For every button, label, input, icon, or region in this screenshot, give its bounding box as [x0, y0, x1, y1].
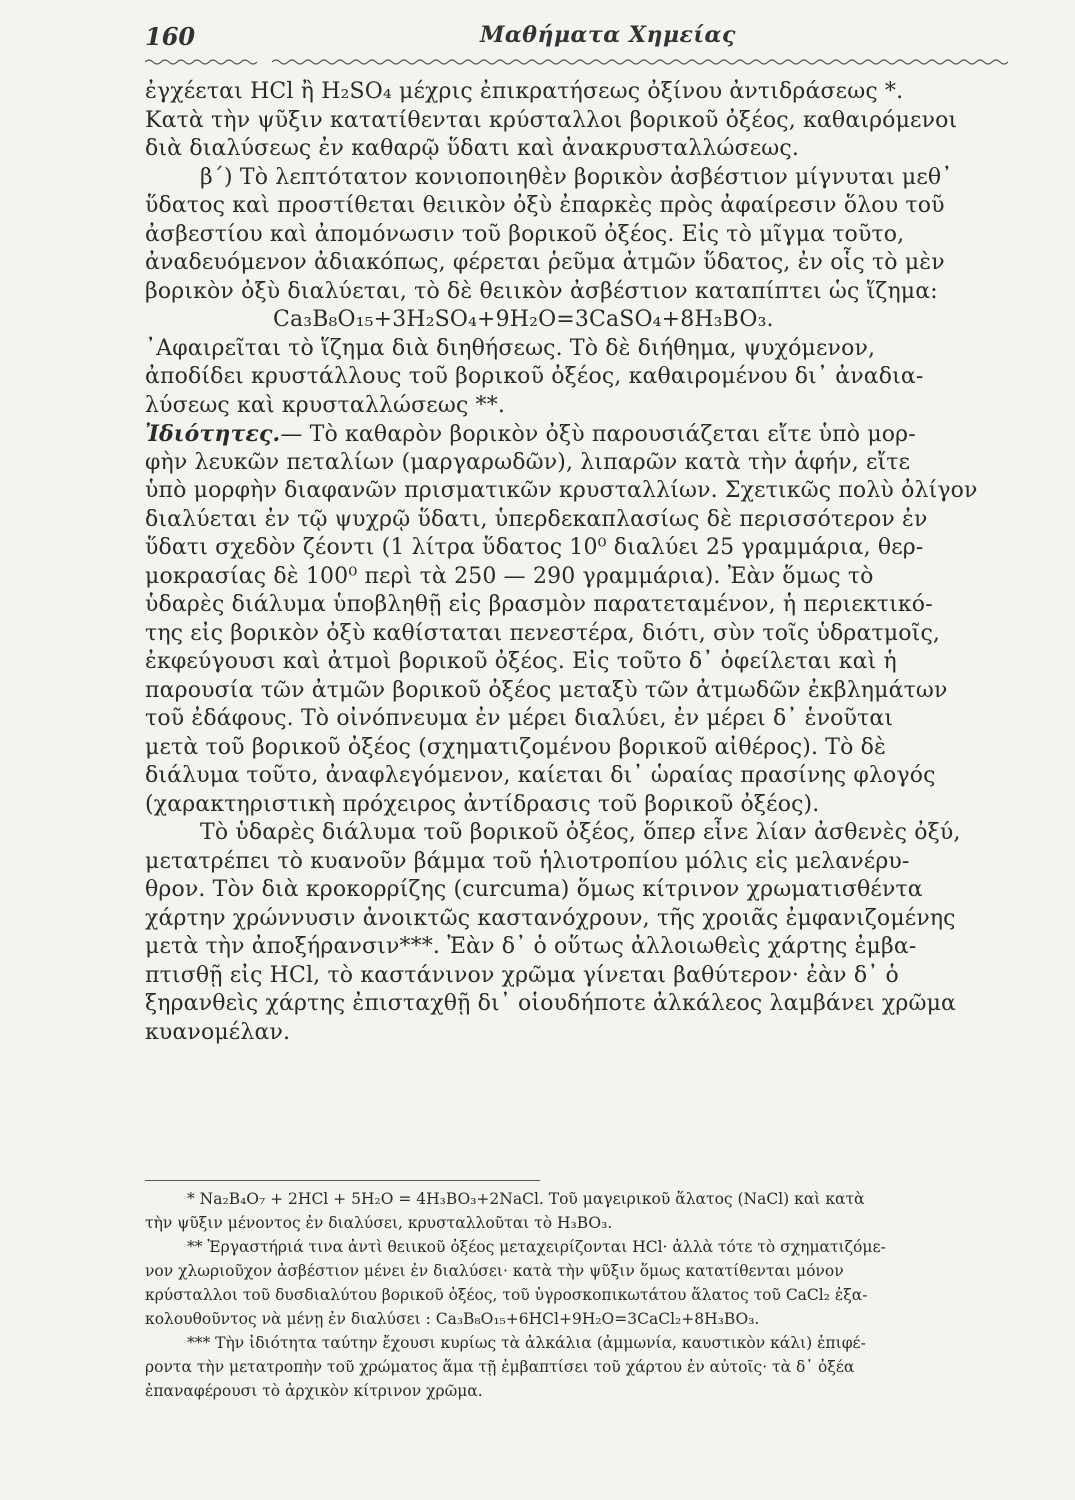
footnote-divider [145, 1180, 540, 1181]
section-heading-line [145, 420, 1030, 449]
main-text [145, 78, 1030, 1047]
text-line: χάρτην χρώννυσιν ἀνοικτῶς καστανόχρουν, τῆς χροιᾶς ἐμφανιζομένης [145, 905, 956, 931]
text-line: ἀποδίδει κρυστάλλους τοῦ βορικοῦ ὀξέος, καθαιρομένου δι᾽ ἀναδια- [145, 364, 924, 389]
page-number: 160 [145, 22, 196, 51]
text-line: παρουσία τῶν ἀτμῶν βορικοῦ ὀξέος μεταξὺ τῶν ἀτμωδῶν ἐκβλημάτων [145, 677, 948, 703]
chemical-equation: Ca₃B₈O₁₅+3H₂SO₄+9H₂O=3CaSO₄+8H₃BO₃. [273, 307, 774, 332]
text-line: της εἰς βορικὸν ὀξὺ καθίσταται πενεστέρα, διότι, σὺν τοῖς ὑδρατμοῖς, [145, 620, 941, 646]
footnote-line: τὴν ψῦξιν μένοντος ἐν διαλύσει, κρυσταλλοῦται τὸ H₃BO₃. [145, 1214, 613, 1232]
footnote-line: ** Ἐργαστήριά τινα ἀντὶ θειικοῦ ὀξέος μεταχειρίζονται HCl· ἀλλὰ τότε τὸ σχηματιζόμε- [187, 1238, 886, 1256]
text-line: ἀναδευόμενον ἀδιακόπως, φέρεται ῥεῦμα ἀτμῶν ὕδατος, ἐν οἷς τὸ μὲν [145, 250, 945, 275]
footnote-line: νον χλωριοῦχον ἀσβέστιον μένει ἐν διαλύσει· κατὰ τὴν ψῦξιν ὅμως κατατίθενται μόνον [145, 1262, 844, 1280]
text-line: μετὰ τοῦ βορικοῦ ὀξέος (σχηματιζομένου βορικοῦ αἰθέρος). Τὸ δὲ [145, 734, 886, 760]
text-line: ὑδαρὲς διάλυμα ὑποβληθῇ εἰς βρασμὸν παρατεταμένον, ἡ περιεκτικό- [145, 592, 933, 617]
text-line: διάλυμα τοῦτο, ἀναφλεγόμενον, καίεται δι᾽ ὡραίας πρασίνης φλογός [145, 763, 936, 788]
text-line: ᾿Αφαιρεῖται τὸ ἵζημα διὰ διηθήσεως. Τὸ δὲ διήθημα, ψυχόμενον, [145, 335, 876, 361]
footnote-line: ροντα τὴν μετατροπὴν τοῦ χρώματος ἅμα τῇ ἐμβαπτίσει τοῦ χάρτου ἐν αὐτοῖς· τὰ δ᾽ ὀξέα [145, 1358, 855, 1376]
page-header [145, 20, 1015, 60]
text-line: τοῦ ἐδάφους. Τὸ οἰνόπνευμα ἐν μέρει διαλύει, ἐν μέρει δ᾽ ἑνοῦται [145, 706, 894, 731]
text-line: μετὰ τὴν ἀποξήρανσιν***. Ἐὰν δ᾽ ὁ οὕτως ἀλλοιωθεὶς χάρτης ἐμβα- [145, 934, 917, 959]
text-line: ἀσβεστίου καὶ ἀπομόνωσιν τοῦ βορικοῦ ὀξέος. Εἰς τὸ μῖγμα τοῦτο, [145, 221, 905, 247]
text-line: μετατρέπει τὸ κυανοῦν βάμμα τοῦ ἡλιοτροπίου μόλις εἰς μελανέρυ- [145, 848, 910, 874]
footnote-line: ἐπαναφέρουσι τὸ ἀρχικὸν κίτρινον χρῶμα. [145, 1382, 483, 1400]
text-line: Τὸ ὑδαρὲς διάλυμα τοῦ βορικοῦ ὀξέος, ὅπερ εἶνε λίαν ἀσθενὲς ὀξύ, [200, 820, 961, 845]
text-line: κυανομέλαν. [145, 1019, 291, 1045]
running-title: Μαθήματα Χημείας [480, 22, 736, 48]
text-line: μοκρασίας δὲ 100⁰ περὶ τὰ 250 — 290 γραμμάρια). Ἐὰν ὅμως τὸ [145, 563, 874, 589]
text-line: β´) Τὸ λεπτότατον κονιοποιηθὲν βορικὸν ἀσβέστιον μίγνυται μεθ᾽ [200, 164, 953, 190]
text-line: διὰ διαλύσεως ἐν καθαρῷ ὕδατι καὶ ἀνακρυσταλλώσεως. [145, 136, 800, 161]
section-heading-rest: — Τὸ καθαρὸν βορικὸν ὀξὺ παρουσιάζεται εἴτε ὑπὸ μορ- [280, 422, 916, 447]
text-line: λύσεως καὶ κρυσταλλώσεως **. [145, 392, 506, 418]
text-line: ὕδατος καὶ προστίθεται θειικὸν ὀξὺ ἐπαρκὲς πρὸς ἀφαίρεσιν ὅλου τοῦ [145, 193, 945, 218]
text-line: ξηρανθεὶς χάρτης ἐπισταχθῇ δι᾽ οἱουδήποτε ἀλκάλεος λαμβάνει χρῶμα [145, 991, 957, 1016]
footnote-line: κρύσταλλοι τοῦ δυσδιαλύτου βορικοῦ ὀξέος, τοῦ ὑγροσκοπικωτάτου ἅλατος τοῦ CaCl₂ ἐξα- [145, 1286, 868, 1304]
text-line: βορικὸν ὀξὺ διαλύεται, τὸ δὲ θειικὸν ἀσβέστιον καταπίπτει ὡς ἵζημα: [145, 278, 938, 304]
text-line: ὑπὸ μορφὴν διαφανῶν πρισματικῶν κρυσταλλίων. Σχετικῶς πολὺ ὀλίγον [145, 478, 978, 503]
header-rule-left [145, 55, 260, 69]
text-line: ἐκφεύγουσι καὶ ἀτμοὶ βορικοῦ ὀξέος. Εἰς τοῦτο δ᾽ ὀφείλεται καὶ ἡ [145, 649, 897, 674]
header-rule-right [272, 55, 1012, 69]
text-line: πτισθῇ εἰς HCl, τὸ καστάνινον χρῶμα γίνεται βαθύτερον· ἐὰν δ᾽ ὁ [145, 962, 899, 988]
text-line: φὴν λευκῶν πεταλίων (μαργαρωδῶν), λιπαρῶν κατὰ τὴν ἁφήν, εἴτε [145, 449, 911, 475]
text-line: ἐγχέεται HCl ἢ H₂SO₄ μέχρις ἐπικρατήσεως ὀξίνου ἀντιδράσεως *. [145, 79, 904, 104]
text-line: διαλύεται ἐν τῷ ψυχρῷ ὕδατι, ὑπερδεκαπλασίως δὲ περισσότερον ἐν [145, 506, 928, 532]
text-line: (χαρακτηριστικὴ πρόχειρος ἀντίδρασις τοῦ βορικοῦ ὀξέος). [145, 791, 820, 817]
footnote-line: * Na₂B₄O₇ + 2HCl + 5H₂O = 4H₃BO₃+2NaCl. Τοῦ μαγειρικοῦ ἅλατος (NaCl) καὶ κατὰ [187, 1190, 865, 1208]
footnotes [145, 1187, 1030, 1403]
text-line: ὕδατι σχεδὸν ζέοντι (1 λίτρα ὕδατος 10⁰ διαλύει 25 γραμμάρια, θερ- [145, 535, 924, 560]
footnote-line: *** Τὴν ἰδιότητα ταύτην ἔχουσι κυρίως τὰ ἀλκάλια (ἀμμωνία, καυστικὸν κάλι) ἐπιφέ- [187, 1334, 866, 1352]
footnote-line: κολουθοῦντος νὰ μένῃ ἐν διαλύσει : Ca₃B₈O₁₅+6HCl+9H₂O=3CaCl₂+8H₃BO₃. [145, 1310, 760, 1328]
text-line: Κατὰ τὴν ψῦξιν κατατίθενται κρύσταλλοι βορικοῦ ὀξέος, καθαιρόμενοι [145, 107, 958, 133]
section-heading: Ἰδιότητες. [145, 421, 281, 447]
text-line: θρον. Τὸν διὰ κροκορρίζης (curcuma) ὅμως κίτρινον χρωματισθέντα [145, 877, 923, 902]
